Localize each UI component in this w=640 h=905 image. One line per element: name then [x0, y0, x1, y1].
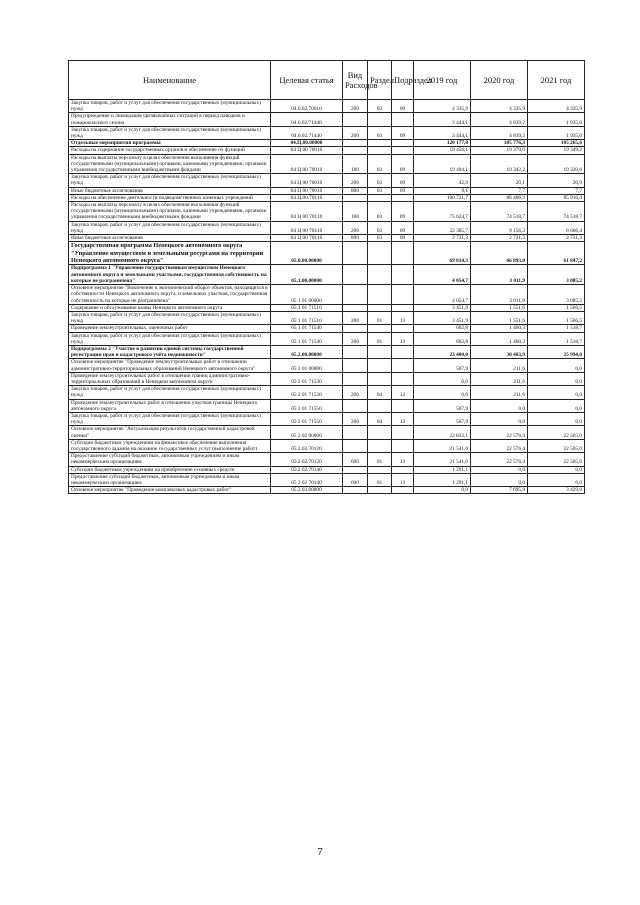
header-expense-type: Вид Расходов [343, 61, 368, 100]
cell-section: 03 [368, 100, 392, 113]
budget-table [68, 60, 585, 494]
cell-2020: 86 406,3 [471, 194, 528, 201]
cell-section: 01 [368, 311, 392, 324]
cell-target-article: 05 2 01 71530 [271, 386, 343, 399]
cell-2020: 1 460,3 [471, 325, 528, 332]
cell-subsection [392, 426, 414, 439]
cell-target-article: 05.2.00.00000 [271, 345, 343, 358]
header-subsection: Подраздел [392, 61, 414, 100]
cell-name: Расходы на содержание государственных органов и обеспечение их функций [69, 147, 271, 154]
cell-expense-type [343, 242, 368, 265]
table-row [69, 147, 585, 154]
cell-expense-type: 600 [343, 453, 368, 466]
cell-section [368, 345, 392, 358]
cell-target-article: 05 2 01 71550 [271, 412, 343, 425]
cell-2021: 1 566,5 [528, 304, 585, 311]
cell-2021: 1 566,5 [528, 311, 585, 324]
cell-subsection: 13 [392, 453, 414, 466]
cell-2020: 20,1 [471, 174, 528, 187]
cell-expense-type [343, 285, 368, 305]
cell-2019: 4 054,7 [414, 265, 471, 285]
cell-section: 03 [368, 174, 392, 187]
table-header-row [69, 61, 585, 100]
cell-2020: 1 551,6 [471, 311, 528, 324]
cell-name: Закупка товаров, работ и услуг для обеспечения государственных (муниципальных) нужд [69, 332, 271, 345]
cell-subsection [392, 325, 414, 332]
cell-section [368, 304, 392, 311]
table-row [69, 453, 585, 466]
cell-name: Расходы на выплаты персоналу в целях обеспечения выполнения функций государственными (муниципальными) органами, казенными учреждениями, органами управления государственными внебюджетными фондами [69, 154, 271, 174]
cell-expense-type [343, 194, 368, 201]
cell-2020: 3 011,9 [471, 285, 528, 305]
cell-2021: 105 265,6 [528, 140, 585, 147]
cell-expense-type [343, 140, 368, 147]
cell-2019: 4 054,7 [414, 285, 471, 305]
cell-target-article: 05.2.02.70120 [271, 453, 343, 466]
cell-section [368, 439, 392, 452]
cell-2021: 4 335,9 [528, 100, 585, 113]
cell-section [368, 265, 392, 285]
cell-2020: 30 483,9 [471, 345, 528, 358]
cell-2019: 602,8 [414, 332, 471, 345]
cell-target-article: 04 Ц 00 70010 [271, 187, 343, 194]
cell-2019: 100 721,7 [414, 194, 471, 201]
cell-target-article: 05 2 01 00000 [271, 359, 343, 372]
cell-subsection [392, 285, 414, 305]
cell-name: Иные бюджетные ассигнования [69, 187, 271, 194]
cell-subsection: 09 [392, 221, 414, 234]
cell-2020: 7 695,9 [471, 487, 528, 494]
table-row [69, 140, 585, 147]
cell-section: 04 [368, 412, 392, 425]
cell-section: 01 [368, 453, 392, 466]
cell-2021: 22 565,0 [528, 439, 585, 452]
cell-name: Закупка товаров, работ и услуг для обеспечения государственных (муниципальных) нужд [69, 311, 271, 324]
cell-2019: 567,9 [414, 359, 471, 372]
cell-subsection: 13 [392, 473, 414, 486]
header-year-2019: 2019 год [414, 61, 471, 100]
cell-2021: 3 429,0 [528, 487, 585, 494]
cell-subsection: 09 [392, 154, 414, 174]
header-year-2021: 2021 год [528, 61, 585, 100]
cell-2020: 211,6 [471, 359, 528, 372]
cell-section [368, 140, 392, 147]
cell-section [368, 194, 392, 201]
cell-expense-type [343, 439, 368, 452]
table-row [69, 386, 585, 399]
cell-subsection: 12 [392, 386, 414, 399]
cell-2020: 7,7 [471, 187, 528, 194]
cell-target-article: 05 2 02 00000 [271, 426, 343, 439]
cell-section [368, 359, 392, 372]
cell-2019: 3 451,9 [414, 311, 471, 324]
cell-name: Проведение землеустроительных, оценочных работ [69, 325, 271, 332]
cell-name: Расходы на выплаты персоналу в целях обеспечения выполнения функций государственными (муниципальными) органами, казенными учреждениями, органами управления государственными внебюджетными фондами [69, 202, 271, 222]
header-section: Раздел [368, 61, 392, 100]
cell-2021: 0,0 [528, 386, 585, 399]
cell-2021: 1 935,0 [528, 126, 585, 139]
cell-name: Иные бюджетные ассигнования [69, 235, 271, 242]
cell-2020: 0,0 [471, 473, 528, 486]
cell-name: Закупка товаров, работ и услуг для обеспечения государственных (муниципальных) нужд [69, 174, 271, 187]
cell-2021: 0,0 [528, 399, 585, 412]
cell-2021: 74 518,7 [528, 202, 585, 222]
table-row [69, 304, 585, 311]
cell-section [368, 147, 392, 154]
cell-target-article: 05.2.03.00000 [271, 487, 343, 494]
cell-2019: 21 541,0 [414, 453, 471, 466]
table-row [69, 154, 585, 174]
cell-subsection: 09 [392, 202, 414, 222]
cell-section: 03 [368, 126, 392, 139]
table-row [69, 126, 585, 139]
cell-section: 03 [368, 202, 392, 222]
table-row [69, 473, 585, 486]
cell-subsection [392, 466, 414, 473]
cell-name: Закупка товаров, работ и услуг для обеспечения государственных (муниципальных) нужд [69, 386, 271, 399]
cell-name: Подпрограмма 2 "Участие в развитии единой системы государственной регистрации прав и кадастрового учёта недвижимости" [69, 345, 271, 358]
cell-2019: 9,1 [414, 187, 471, 194]
cell-expense-type [343, 345, 368, 358]
table-row [69, 345, 585, 358]
table-row [69, 265, 585, 285]
cell-2019: 3 444,1 [414, 126, 471, 139]
cell-2019: 2 731,3 [414, 235, 471, 242]
cell-section [368, 242, 392, 265]
cell-2021: 0,0 [528, 359, 585, 372]
cell-expense-type [343, 466, 368, 473]
cell-name: Предоставление субсидий бюджетным, автономным учреждениям и иным некоммерческим организациям [69, 473, 271, 486]
cell-expense-type [343, 359, 368, 372]
cell-name: Расходы на обеспечение деятельности подведомственных казенных учреждений [69, 194, 271, 201]
table-row [69, 412, 585, 425]
cell-2019: 4 335,9 [414, 100, 471, 113]
cell-name: Основное мероприятие "Актуализация результатов государственной кадастровой оценки" [69, 426, 271, 439]
cell-2019: 120 177,8 [414, 140, 471, 147]
cell-expense-type: 600 [343, 473, 368, 486]
cell-2021: 0,0 [528, 372, 585, 385]
cell-2021: 2 731,3 [528, 235, 585, 242]
cell-expense-type: 200 [343, 221, 368, 234]
cell-expense-type [343, 372, 368, 385]
cell-target-article: 04 Ц 00 70110 [271, 221, 343, 234]
table-row [69, 221, 585, 234]
cell-section: 01 [368, 332, 392, 345]
cell-section: 03 [368, 235, 392, 242]
table-row [69, 372, 585, 385]
cell-2020: 1 551,6 [471, 304, 528, 311]
cell-target-article: 05 1 01 71510 [271, 311, 343, 324]
cell-expense-type [343, 265, 368, 285]
table-row [69, 235, 585, 242]
cell-expense-type: 200 [343, 311, 368, 324]
cell-target-article: 04.6.02.71440 [271, 113, 343, 126]
cell-subsection [392, 399, 414, 412]
cell-section: 04 [368, 386, 392, 399]
page-number: 7 [317, 846, 323, 858]
cell-2021: 20,9 [528, 174, 585, 187]
table-row [69, 202, 585, 222]
table-row [69, 426, 585, 439]
cell-2020: 9 156,3 [471, 221, 528, 234]
cell-section [368, 372, 392, 385]
cell-name: Субсидии бюджетным учреждениям на финансовое обеспечение выполнения государственного задания на оказание государственных услуг (выполнение работ) [69, 439, 271, 452]
cell-2020: 22 576,4 [471, 439, 528, 452]
cell-name: Отдельные мероприятия программы [69, 140, 271, 147]
cell-expense-type: 100 [343, 202, 368, 222]
cell-2020: 66 893,8 [471, 242, 528, 265]
cell-subsection [392, 147, 414, 154]
cell-2021: 3 085,2 [528, 285, 585, 305]
cell-name: Закупка товаров, работ и услуг для обеспечения государственных (муниципальных) нужд [69, 221, 271, 234]
cell-target-article: 05 1 01 71510 [271, 304, 343, 311]
cell-2020: 3 011,9 [471, 265, 528, 285]
cell-target-article: 04.Ц.00.70110 [271, 194, 343, 201]
cell-2021: 19 320,6 [528, 154, 585, 174]
cell-target-article: 04.Ц.00.00000 [271, 140, 343, 147]
cell-2019: 0,0 [414, 487, 471, 494]
cell-target-article: 05.2.02.70140 [271, 466, 343, 473]
cell-subsection: 12 [392, 412, 414, 425]
cell-2020: 19 370,0 [471, 147, 528, 154]
cell-subsection: 13 [392, 332, 414, 345]
cell-2021: 1 518,7 [528, 325, 585, 332]
table-row [69, 100, 585, 113]
cell-2020: 1 460,3 [471, 332, 528, 345]
cell-subsection [392, 372, 414, 385]
table-row [69, 285, 585, 305]
cell-2020: 19 342,2 [471, 154, 528, 174]
cell-2020: 4 839,2 [471, 126, 528, 139]
cell-target-article: 04 Ц 00 70110 [271, 235, 343, 242]
cell-name: Проведение землеустроительных работ в отношении границ административно-территориальных образований в Ненецком автономном округе [69, 372, 271, 385]
cell-target-article: 04 Ц 00 70010 [271, 154, 343, 174]
cell-name: Проведение землеустроительных работ в отношении участков границы Ненецкого автономного округа [69, 399, 271, 412]
cell-2019: 23 400,0 [414, 345, 471, 358]
cell-2019: 69 814,3 [414, 242, 471, 265]
cell-expense-type: 200 [343, 174, 368, 187]
cell-subsection [392, 194, 414, 201]
cell-subsection [392, 242, 414, 265]
table-row [69, 113, 585, 126]
cell-section: 03 [368, 221, 392, 234]
cell-target-article: 05 2 02 70140 [271, 473, 343, 486]
table-row [69, 194, 585, 201]
cell-2020: 2 731,3 [471, 235, 528, 242]
cell-2019: 0,0 [414, 372, 471, 385]
cell-2019: 1 291,1 [414, 466, 471, 473]
cell-2020: 22 576,4 [471, 426, 528, 439]
cell-subsection: 09 [392, 100, 414, 113]
cell-expense-type: 800 [343, 235, 368, 242]
cell-2019: 22 832,1 [414, 426, 471, 439]
cell-subsection: 09 [392, 126, 414, 139]
cell-2019: 0,0 [414, 386, 471, 399]
cell-section [368, 399, 392, 412]
header-target-article: Целевая статья [271, 61, 343, 100]
cell-name: Закупка товаров, работ и услуг для обеспечения государственных (муниципальных) нужд [69, 100, 271, 113]
cell-expense-type [343, 325, 368, 332]
table-row [69, 359, 585, 372]
cell-target-article: 04.6.02.70610 [271, 100, 343, 113]
cell-subsection: 13 [392, 311, 414, 324]
cell-name: Субсидии бюджетным учреждениям на приобретение основных средств [69, 466, 271, 473]
cell-target-article: 04.6.02.71440 [271, 126, 343, 139]
document-page [68, 60, 584, 494]
cell-2020: 4 839,2 [471, 113, 528, 126]
cell-2021: 1 935,0 [528, 113, 585, 126]
cell-expense-type [343, 487, 368, 494]
cell-2020: 0,0 [471, 466, 528, 473]
cell-2019: 22 365,7 [414, 221, 471, 234]
cell-name: Предоставление субсидий бюджетным, автономным учреждениям и иным некоммерческим организациям [69, 453, 271, 466]
cell-target-article: 05 2 01 71550 [271, 399, 343, 412]
cell-name: Основное мероприятие "Проведение комплексных кадастровых работ" [69, 487, 271, 494]
cell-section: 01 [368, 473, 392, 486]
cell-section [368, 285, 392, 305]
cell-expense-type: 200 [343, 126, 368, 139]
cell-expense-type [343, 399, 368, 412]
cell-section [368, 426, 392, 439]
cell-name: Закупка товаров, работ и услуг для обеспечения государственных (муниципальных) нужд [69, 412, 271, 425]
cell-2020: 74 518,7 [471, 202, 528, 222]
cell-name: Основное мероприятие "Вовлечение в экономический оборот объектов, находящихся в собственности Ненецкого автономного округа, и земельных участков, государственная собственность на которые не разграничена" [69, 285, 271, 305]
cell-expense-type: 800 [343, 187, 368, 194]
cell-2021: 0,0 [528, 466, 585, 473]
cell-subsection: 09 [392, 174, 414, 187]
cell-2019: 3 444,1 [414, 113, 471, 126]
cell-section: 03 [368, 154, 392, 174]
table-row [69, 439, 585, 452]
cell-target-article: 04 Ц 00 70010 [271, 147, 343, 154]
cell-expense-type [343, 113, 368, 126]
cell-section: 03 [368, 187, 392, 194]
cell-subsection [392, 345, 414, 358]
cell-2021: 19 349,2 [528, 147, 585, 154]
cell-2021: 22 565,0 [528, 426, 585, 439]
cell-subsection [392, 439, 414, 452]
cell-name: Государственная программа Ненецкого автономного округа "Управление имуществом и земельными ресурсами на территории Ненецкого автономного округа" [69, 242, 271, 265]
cell-2021: 7,7 [528, 187, 585, 194]
cell-2019: 19 456,1 [414, 147, 471, 154]
cell-name: Подпрограмма 1 "Управление государственным имуществом Ненецкого автономного округа и земельными участками, государственная собственность на которые не разграничена" [69, 265, 271, 285]
cell-2021: 8 666,4 [528, 221, 585, 234]
cell-target-article: 05 2 01 71530 [271, 372, 343, 385]
cell-2020: 211,6 [471, 386, 528, 399]
cell-expense-type: 200 [343, 412, 368, 425]
cell-2021: 0,0 [528, 473, 585, 486]
cell-expense-type: 200 [343, 100, 368, 113]
table-row [69, 187, 585, 194]
cell-2021: 3 085,2 [528, 265, 585, 285]
table-body [69, 100, 585, 494]
cell-2019: 19 404,1 [414, 154, 471, 174]
cell-2019: 1 291,1 [414, 473, 471, 486]
header-year-2020: 2020 год [471, 61, 528, 100]
cell-2019: 567,9 [414, 399, 471, 412]
cell-2020: 22 576,4 [471, 453, 528, 466]
table-row [69, 466, 585, 473]
cell-target-article: 05.0.00.00000 [271, 242, 343, 265]
cell-2019: 567,9 [414, 412, 471, 425]
cell-section [368, 487, 392, 494]
cell-2019: 42,9 [414, 174, 471, 187]
cell-2021: 0,0 [528, 412, 585, 425]
cell-2021: 85 916,4 [528, 194, 585, 201]
table-row [69, 311, 585, 324]
cell-name: Основное мероприятие "Проведение землеустроительных работ в отношении административно-территориальных образований Ненецкого автономного округа" [69, 359, 271, 372]
cell-target-article: 04 Ц 00 70010 [271, 174, 343, 187]
cell-name: Предупреждение и ликвидация чрезвычайных ситуаций в период паводков и пожароопасного сезона [69, 113, 271, 126]
cell-2019: 75 624,7 [414, 202, 471, 222]
cell-expense-type: 200 [343, 332, 368, 345]
cell-2021: 61 847,2 [528, 242, 585, 265]
table-row [69, 174, 585, 187]
cell-subsection [392, 304, 414, 311]
cell-2020: 0,0 [471, 399, 528, 412]
cell-target-article: 05.2.02.70120 [271, 439, 343, 452]
cell-subsection [392, 140, 414, 147]
table-row [69, 325, 585, 332]
table-row [69, 399, 585, 412]
cell-section [368, 113, 392, 126]
cell-2020: 4 335,9 [471, 100, 528, 113]
cell-2019: 21 541,0 [414, 439, 471, 452]
cell-subsection: 09 [392, 235, 414, 242]
cell-target-article: 05 1 01 71540 [271, 325, 343, 332]
header-name: Наименование [69, 61, 271, 100]
cell-expense-type [343, 426, 368, 439]
cell-subsection [392, 113, 414, 126]
cell-subsection [392, 487, 414, 494]
cell-name: Содержание и обслуживание казны Ненецкого автономного округа [69, 304, 271, 311]
cell-section [368, 325, 392, 332]
cell-section [368, 466, 392, 473]
cell-2019: 602,8 [414, 325, 471, 332]
cell-target-article: 04 Ц 00 70110 [271, 202, 343, 222]
cell-2020: 105 776,3 [471, 140, 528, 147]
cell-target-article: 05 1 01 00000 [271, 285, 343, 305]
cell-2021: 1 518,7 [528, 332, 585, 345]
table-row [69, 242, 585, 265]
cell-2020: 0,0 [471, 412, 528, 425]
cell-target-article: 05.1.00.00000 [271, 265, 343, 285]
cell-expense-type [343, 304, 368, 311]
cell-expense-type: 200 [343, 386, 368, 399]
cell-expense-type: 100 [343, 154, 368, 174]
table-row [69, 487, 585, 494]
cell-2021: 25 994,0 [528, 345, 585, 358]
cell-2021: 22 565,0 [528, 453, 585, 466]
cell-subsection: 09 [392, 187, 414, 194]
cell-expense-type [343, 147, 368, 154]
table-row [69, 332, 585, 345]
cell-target-article: 05 1 01 71540 [271, 332, 343, 345]
cell-2019: 3 451,9 [414, 304, 471, 311]
cell-name: Закупка товаров, работ и услуг для обеспечения государственных (муниципальных) нужд [69, 126, 271, 139]
cell-subsection [392, 265, 414, 285]
cell-subsection [392, 359, 414, 372]
cell-2020: 211,6 [471, 372, 528, 385]
